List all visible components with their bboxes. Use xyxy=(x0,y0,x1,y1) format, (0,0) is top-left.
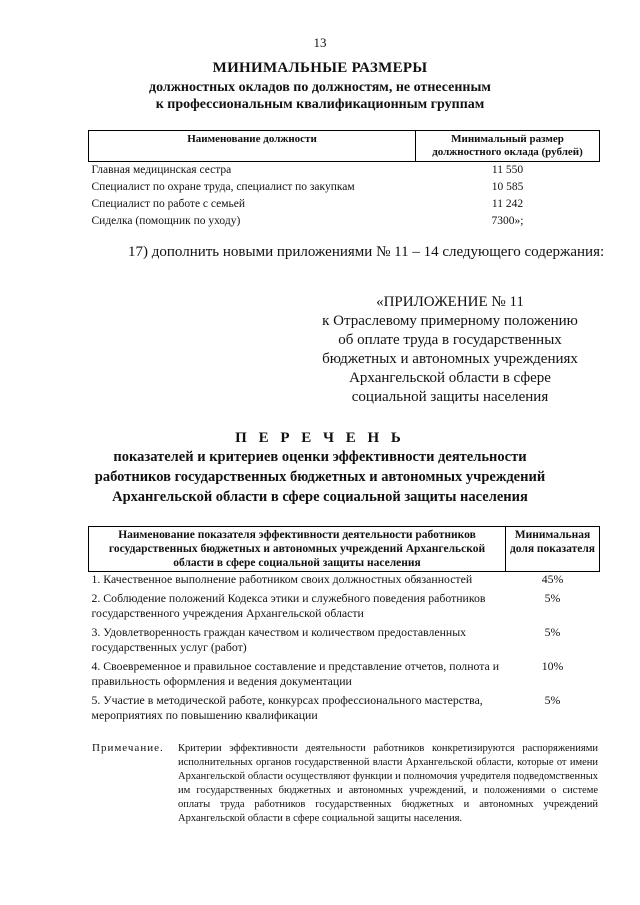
table-row xyxy=(89,572,600,592)
criterion-name: 4. Своевременное и правильное составление и представление отчетов, полнота и правильность оформления и ведения документации xyxy=(91,659,500,688)
list-heading: П Е Р Е Ч Е Н Ь xyxy=(235,430,405,446)
salary-table-header xyxy=(89,131,600,162)
criteria-table xyxy=(88,526,600,727)
criteria-header-share: Минимальная доля показателя xyxy=(506,527,600,572)
criterion-share: 5% xyxy=(544,625,561,639)
salary-amount: 11 242 xyxy=(491,198,524,210)
salary-subtitle-line1: должностных окладов по должностям, не отнесенным xyxy=(149,80,491,95)
salary-amount: 7300»; xyxy=(491,215,524,227)
salary-header-amount: Минимальный размер должностного оклада (рублей) xyxy=(416,131,600,162)
salary-table xyxy=(88,130,600,230)
list-title-line3: Архангельской области в сфере социальной защиты населения xyxy=(112,489,528,505)
criterion-share: 5% xyxy=(544,591,561,605)
appendix-line: бюджетных и автономных учреждениях xyxy=(322,351,578,367)
table-row xyxy=(89,591,600,625)
salary-header-position: Наименование должности xyxy=(89,131,416,162)
appendix-line: социальной защиты населения xyxy=(351,389,549,405)
appendix-line: об оплате труда в государственных xyxy=(338,332,562,348)
appendix-line: к Отраслевому примерному положению xyxy=(322,313,578,329)
list-title-line1: показателей и критериев оценки эффективности деятельности xyxy=(113,449,527,465)
page-number: 13 xyxy=(313,35,327,50)
criterion-share: 10% xyxy=(541,659,564,673)
position-name: Специалист по охране труда, специалист по закупкам xyxy=(91,181,355,193)
table-row xyxy=(89,659,600,693)
criterion-name: 5. Участие в методической работе, конкурсах профессионального мастерства, мероприятиях по повышению квалификации xyxy=(91,693,483,722)
salary-title: МИНИМАЛЬНЫЕ РАЗМЕРЫ xyxy=(212,60,428,76)
criterion-share: 45% xyxy=(541,572,564,586)
position-name: Главная медицинская сестра xyxy=(91,164,232,176)
criteria-table-header xyxy=(89,527,600,572)
criteria-header-name: Наименование показателя эффективности деятельности работников государственных бюджетных и автономных учреждений Архангельской области в сфере социальной защиты населения xyxy=(89,527,506,572)
position-name: Специалист по работе с семьей xyxy=(91,198,246,210)
position-name: Сиделка (помощник по уходу) xyxy=(91,215,241,227)
table-row xyxy=(89,162,600,180)
table-row xyxy=(89,213,600,230)
criterion-name: 2. Соблюдение положений Кодекса этики и служебного поведения работников государственного учреждения Архангельской области xyxy=(91,591,486,620)
criterion-share: 5% xyxy=(544,693,561,707)
salary-subtitle-line2: к профессиональным квалификационным группам xyxy=(155,97,485,112)
table-row xyxy=(89,625,600,659)
appendix-line: «ПРИЛОЖЕНИЕ № 11 xyxy=(376,294,524,310)
salary-amount: 10 585 xyxy=(491,181,524,193)
table-row xyxy=(89,196,600,213)
note-text: Критерии эффективности деятельности работников конкретизируются распоряжениями исполнительных органов государственной власти Архангельской области, которые от имени Архангельской области осуществляют функции и полномочия учредителя подведомственных им государственных бюджетных и автономных учреждений, и положениями о системе оплаты труда работников государственных бюджетных и автономных учреждений Архангельской области в сфере социальной защиты населения. xyxy=(178,743,598,824)
salary-amount: 11 550 xyxy=(491,164,524,176)
criterion-name: 3. Удовлетворенность граждан качеством и количеством предоставленных государственных услуг (работ) xyxy=(91,625,467,654)
table-row xyxy=(89,179,600,196)
table-row xyxy=(89,693,600,727)
criterion-name: 1. Качественное выполнение работником своих должностных обязанностей xyxy=(91,572,473,586)
note-label: Примечание. xyxy=(92,742,164,754)
amendment-text: 17) дополнить новыми приложениями № 11 – 14 следующего содержания: xyxy=(128,244,605,260)
appendix-line: Архангельской области в сфере xyxy=(349,370,551,386)
list-title-line2: работников государственных бюджетных и автономных учреждений xyxy=(94,469,546,485)
appendix-heading xyxy=(300,293,600,407)
